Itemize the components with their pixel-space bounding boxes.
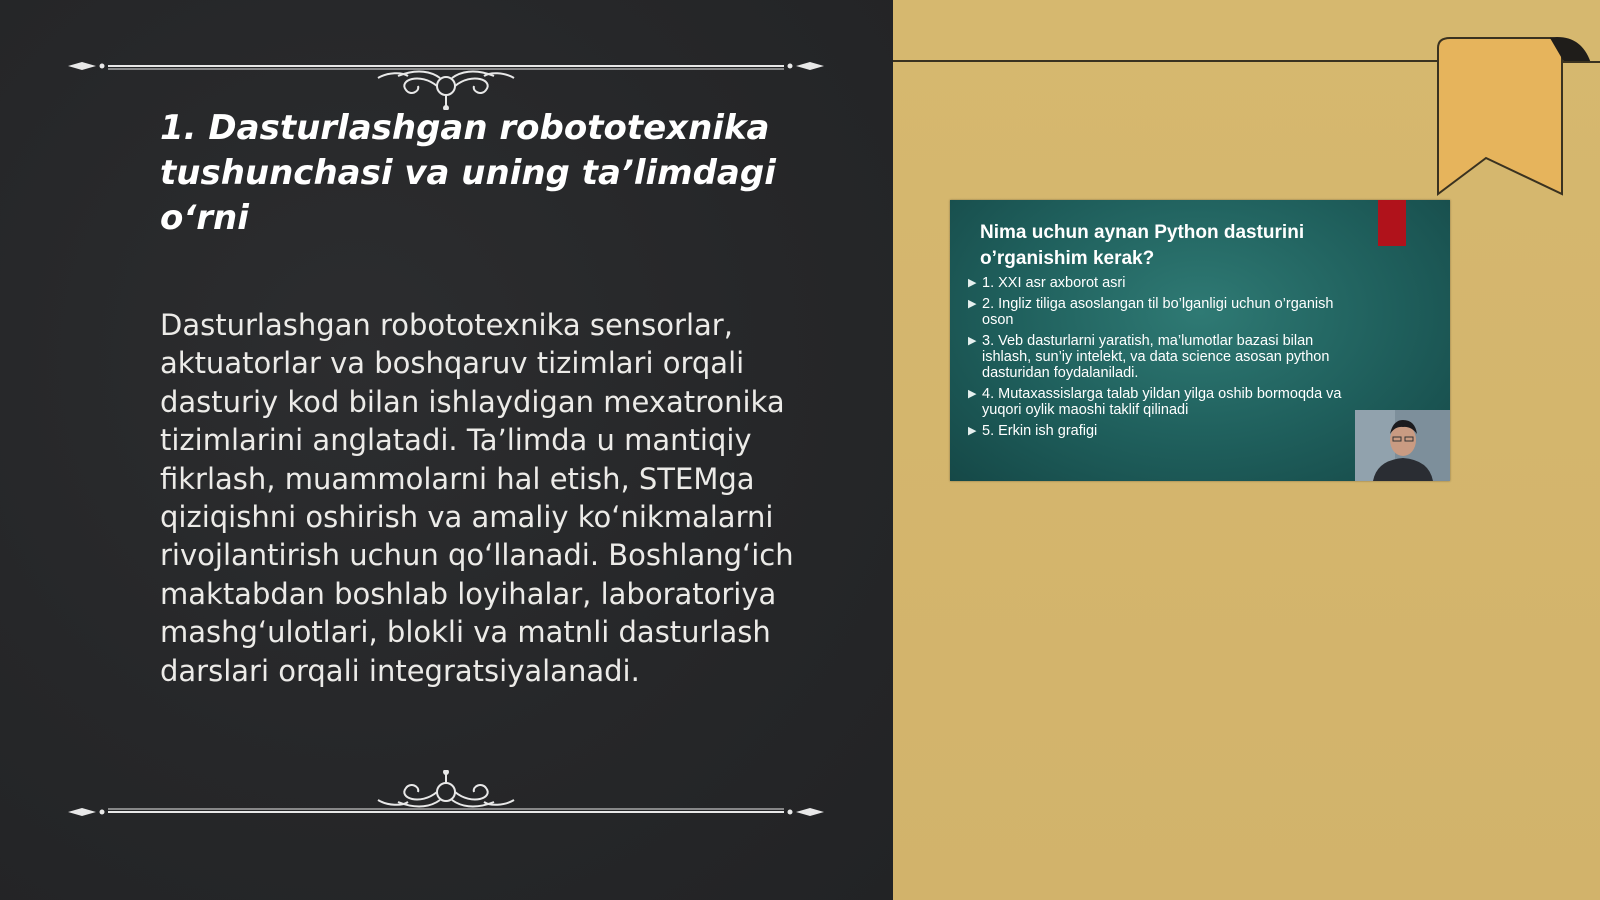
triangle-right-icon: ▶ [968, 388, 977, 400]
triangle-right-icon: ▶ [968, 425, 977, 437]
triangle-right-icon: ▶ [968, 298, 977, 310]
list-item: ▶ 1. XXI asr axborot asri [968, 275, 1126, 291]
ornament-top-icon [68, 50, 824, 110]
list-item: ▶ 3. Veb dasturlarni yaratish, ma’lumotlar bazasi bilan ishlash, sun’iy intelekt, va data science asosan python dasturidan foydalaniladi. [968, 333, 1330, 381]
ornament-bottom-icon [68, 770, 824, 830]
slide-title: 1. Dasturlashgan robototexnika tushunchasi va uning ta’limdagi o‘rni [160, 108, 776, 238]
embedded-slide [950, 200, 1450, 481]
slide-body-text: Dasturlashgan robototexnika sensorlar, aktuatorlar va boshqaruv tizimlari orqali dasturiy kod bilan ishlaydigan mexatronika tizimlarini anglatadi. Ta’limda u mantiqiy fikrlash, muammolarni hal etish, STEMga qiziqishni oshirish va amaliy ko‘nikmalarni rivojlantirish uchun qo‘llanadi. Boshlang‘ich maktabdan boshlab loyihalar, laboratoriya mashg‘ulotlari, blokli va matnli dasturlash darslari orqali integratsiyalanadi. [160, 308, 794, 688]
embedded-slide-accent [1378, 200, 1406, 246]
embedded-slide-list [968, 275, 1358, 444]
divider-line [893, 60, 1438, 62]
embedded-slide-title: Nima uchun aynan Python dasturini o’rganishim kerak? [980, 222, 1305, 269]
list-item: ▶ 2. Ingliz tiliga asoslangan til bo’lganligi uchun o’rganish oson [968, 296, 1334, 328]
triangle-right-icon: ▶ [968, 335, 977, 347]
list-item: ▶ 4. Mutaxassislarga talab yildan yilga oshib bormoqda va yuqori oylik maoshi taklif qilinadi [968, 386, 1342, 418]
triangle-right-icon: ▶ [968, 277, 977, 289]
list-item: ▶ 5. Erkin ish grafigi [968, 423, 1098, 439]
webcam-video [1355, 410, 1450, 481]
person-icon [1355, 410, 1450, 481]
bookmark-icon [1430, 34, 1600, 199]
